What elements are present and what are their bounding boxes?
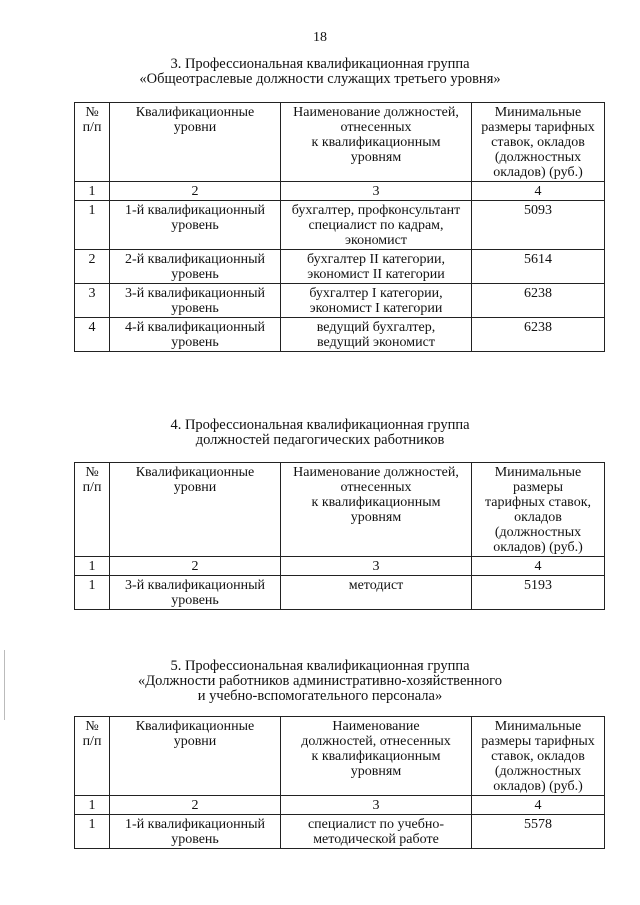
table-cell: [472, 576, 605, 610]
table-cell: [110, 576, 281, 610]
heading-line: «Общеотраслевые должности служащих третьего уровня»: [139, 71, 501, 87]
cell-line: окладов) (руб.): [493, 779, 583, 794]
table-cell: [75, 576, 110, 610]
heading-line: 3. Профессиональная квалификационная группа: [170, 56, 470, 72]
section-4: [0, 418, 640, 448]
cell-line: уровень: [171, 267, 219, 282]
cell-line: бухгалтер I категории,: [309, 286, 443, 301]
heading-line: «Должности работников административно-хозяйственного: [138, 673, 502, 689]
table-section-5: [74, 716, 605, 849]
cell-line: к квалификационным: [311, 135, 441, 150]
cell-line: 3-й квалификационный: [125, 286, 265, 301]
table-cell: [110, 815, 281, 849]
index-cell: 3: [281, 182, 472, 201]
cell-line: Наименование должностей,: [293, 105, 459, 120]
section-heading: [0, 57, 640, 87]
heading-line: 5. Профессиональная квалификационная группа: [170, 658, 470, 674]
table-row: [75, 576, 605, 610]
table-cell: [281, 318, 472, 352]
cell-line: п/п: [82, 120, 102, 135]
cell-line: отнесенных: [340, 120, 412, 135]
cell-line: Минимальные: [494, 465, 582, 480]
cell-line: должностей, отнесенных: [301, 734, 451, 749]
header-cell: [472, 463, 605, 557]
cell-line: экономист I категории: [309, 301, 443, 316]
cell-line: 2-й квалификационный: [125, 252, 265, 267]
cell-line: Минимальные: [494, 105, 582, 120]
cell-line: бухгалтер, профконсультант: [291, 203, 461, 218]
cell-line: 3: [88, 286, 96, 301]
cell-line: Квалификационные: [135, 105, 255, 120]
cell-line: п/п: [82, 480, 102, 495]
cell-line: 6238: [524, 320, 552, 335]
cell-line: уровням: [350, 150, 402, 165]
table-row: [75, 318, 605, 352]
cell-line: 5578: [524, 817, 552, 832]
cell-line: 1: [88, 203, 96, 218]
cell-line: 4-й квалификационный: [125, 320, 265, 335]
cell-line: уровни: [173, 480, 217, 495]
header-cell: [75, 463, 110, 557]
header-cell: [472, 103, 605, 182]
column-index-row: [75, 557, 605, 576]
cell-line: ставок, окладов: [491, 749, 585, 764]
header-cell: [472, 717, 605, 796]
table-cell: [75, 201, 110, 250]
cell-line: 1: [88, 578, 96, 593]
cell-line: к квалификационным: [311, 749, 441, 764]
cell-line: методист: [348, 578, 404, 593]
column-index-row: [75, 182, 605, 201]
table-cell: [281, 250, 472, 284]
cell-line: Наименование должностей,: [293, 465, 459, 480]
header-row: [75, 103, 605, 182]
cell-line: 1: [88, 817, 96, 832]
header-cell: [281, 463, 472, 557]
table-cell: [281, 576, 472, 610]
cell-line: п/п: [82, 734, 102, 749]
index-cell: 2: [110, 557, 281, 576]
cell-line: уровень: [171, 593, 219, 608]
cell-line: специалист по кадрам,: [308, 218, 444, 233]
cell-line: отнесенных: [340, 480, 412, 495]
table-row: [75, 815, 605, 849]
cell-line: (должностных: [494, 525, 582, 540]
table-cell: [281, 201, 472, 250]
cell-line: уровень: [171, 335, 219, 350]
section-heading: [0, 659, 640, 704]
section-5: [0, 659, 640, 704]
cell-line: (должностных: [494, 150, 582, 165]
cell-line: методической работе: [313, 832, 439, 847]
heading-line: 4. Профессиональная квалификационная группа: [170, 417, 470, 433]
cell-line: окладов) (руб.): [493, 540, 583, 555]
index-cell: 3: [281, 557, 472, 576]
section-heading: [0, 418, 640, 448]
header-cell: [110, 103, 281, 182]
index-cell: 4: [472, 182, 605, 201]
cell-line: №: [85, 719, 99, 734]
column-index-row: [75, 796, 605, 815]
table-row: [75, 250, 605, 284]
table-cell: [75, 284, 110, 318]
header-cell: [110, 463, 281, 557]
heading-line: и учебно-вспомогательного персонала»: [197, 688, 443, 704]
cell-line: уровням: [350, 510, 402, 525]
header-cell: [110, 717, 281, 796]
index-cell: 1: [75, 557, 110, 576]
table-cell: [472, 284, 605, 318]
table-cell: [472, 815, 605, 849]
cell-line: Квалификационные: [135, 465, 255, 480]
cell-line: 6238: [524, 286, 552, 301]
table-cell: [110, 318, 281, 352]
cell-line: размеры тарифных: [481, 120, 595, 135]
index-cell: 1: [75, 182, 110, 201]
index-cell: 4: [472, 796, 605, 815]
table-cell: [75, 815, 110, 849]
cell-line: уровень: [171, 832, 219, 847]
index-cell: 4: [472, 557, 605, 576]
page-number: 18: [313, 30, 327, 45]
header-row: [75, 717, 605, 796]
cell-line: 5193: [524, 578, 552, 593]
table-cell: [472, 318, 605, 352]
cell-line: 4: [88, 320, 96, 335]
header-row: [75, 463, 605, 557]
cell-line: 2: [88, 252, 96, 267]
table-row: [75, 284, 605, 318]
table-cell: [110, 284, 281, 318]
cell-line: 1-й квалификационный: [125, 203, 265, 218]
cell-line: Квалификационные: [135, 719, 255, 734]
table-cell: [472, 201, 605, 250]
table-cell: [75, 318, 110, 352]
table-cell: [110, 250, 281, 284]
table-section-3: [74, 102, 605, 352]
index-cell: 1: [75, 796, 110, 815]
cell-line: ведущий экономист: [317, 335, 435, 350]
cell-line: к квалификационным: [311, 495, 441, 510]
cell-line: ставок, окладов: [491, 135, 585, 150]
header-cell: [281, 103, 472, 182]
table-cell: [110, 201, 281, 250]
cell-line: Наименование: [332, 719, 420, 734]
cell-line: №: [85, 465, 99, 480]
table-cell: [281, 815, 472, 849]
cell-line: Минимальные: [494, 719, 582, 734]
cell-line: бухгалтер II категории,: [307, 252, 445, 267]
table-row: [75, 201, 605, 250]
cell-line: уровень: [171, 218, 219, 233]
index-cell: 3: [281, 796, 472, 815]
cell-line: уровни: [173, 734, 217, 749]
cell-line: 5614: [524, 252, 552, 267]
heading-line: должностей педагогических работников: [195, 432, 445, 448]
table-section-4: [74, 462, 605, 610]
cell-line: ведущий бухгалтер,: [316, 320, 436, 335]
cell-line: уровням: [350, 764, 402, 779]
table-cell: [281, 284, 472, 318]
cell-line: тарифных ставок,: [485, 495, 591, 510]
cell-line: 3-й квалификационный: [125, 578, 265, 593]
cell-line: 1-й квалификационный: [125, 817, 265, 832]
cell-line: специалист по учебно-: [307, 817, 445, 832]
index-cell: 2: [110, 182, 281, 201]
cell-line: уровни: [173, 120, 217, 135]
header-cell: [75, 103, 110, 182]
header-cell: [281, 717, 472, 796]
table-cell: [472, 250, 605, 284]
cell-line: №: [85, 105, 99, 120]
cell-line: окладов: [514, 510, 562, 525]
cell-line: размеры: [512, 480, 564, 495]
cell-line: 5093: [524, 203, 552, 218]
cell-line: уровень: [171, 301, 219, 316]
cell-line: экономист: [344, 233, 407, 248]
section-3: [0, 57, 640, 87]
header-cell: [75, 717, 110, 796]
index-cell: 2: [110, 796, 281, 815]
cell-line: размеры тарифных: [481, 734, 595, 749]
cell-line: окладов) (руб.): [493, 165, 583, 180]
cell-line: экономист II категории: [307, 267, 445, 282]
cell-line: (должностных: [494, 764, 582, 779]
table-cell: [75, 250, 110, 284]
